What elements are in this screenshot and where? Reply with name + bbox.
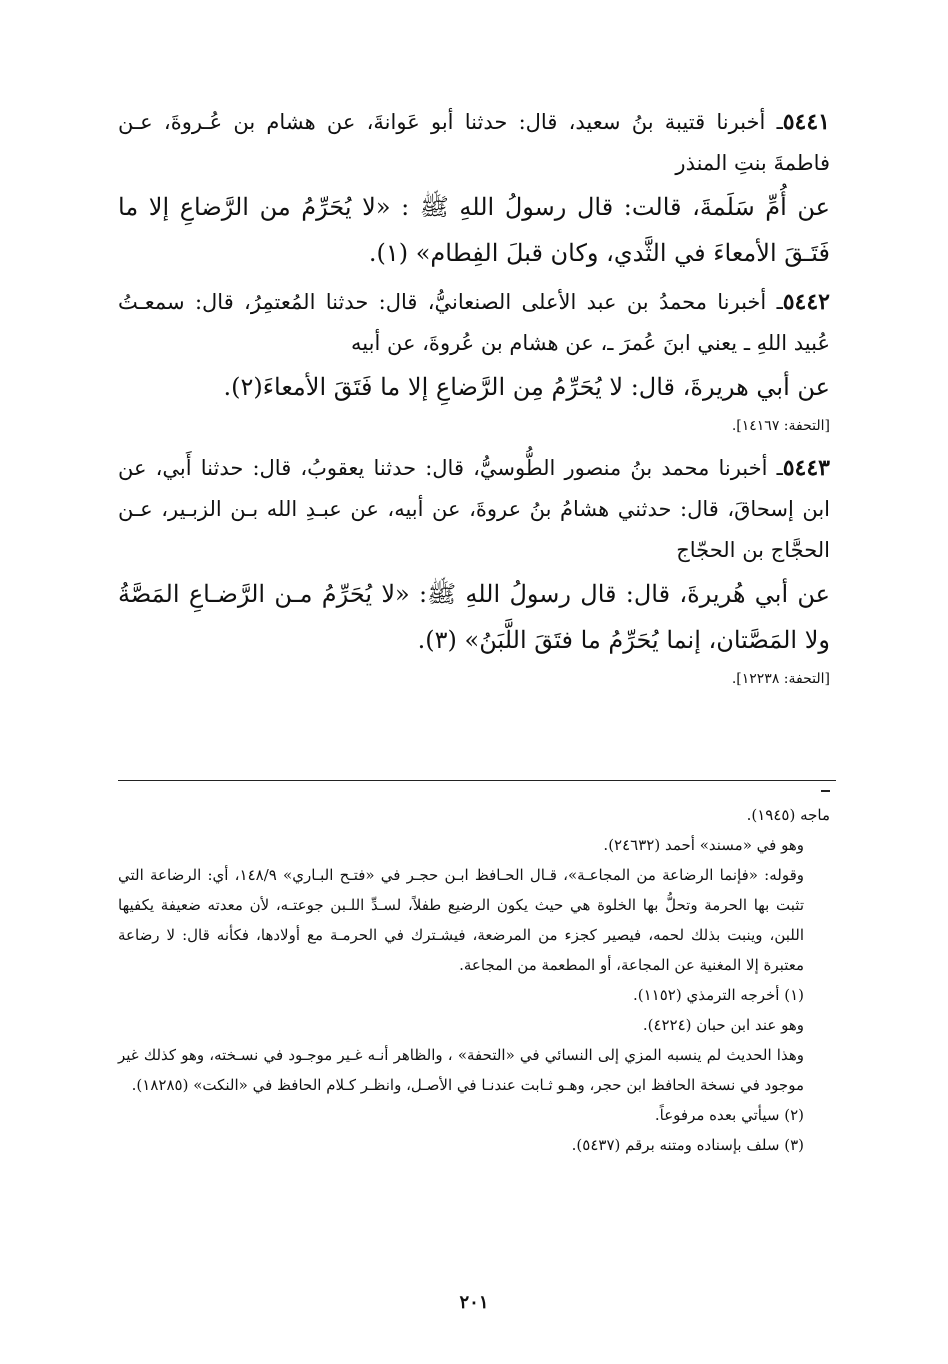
hadith-number: ٥٤٤٢ [782,289,830,315]
footnote-explanation: وقوله: «فإنما الرضاعة من المجاعـة»، قـال الحـافظ ابـن حجـر في «فتـح البـاري» ١٤٨/٩، أي: الرضاعة التي تثبت بها الحرمة وتحلُّ بها الخلوة هي حيث يكون الرضيع طفلاً، لسـدِّ اللـبن جوعتـه، لأن معدته ضعيفة يكفيها اللبن، وينبت بذلك لحمه، فيصير كجزء من المرضعة، فيشـترك في الحرمـة مع أولادها، فكأنه قال: لا رضاعة معتبرة إلا المغنية عن المجاعة، أو المطعمة من المجاعة. [118,866,805,974]
hadith-isnad [118,282,830,364]
hadith-isnad [118,448,830,571]
isnad-text: ـ أخبرنا محمد بنُ منصور الطُّوسيُّ، قال: حدثنا يعقوبُ، قال: حدثنا أَبي، عن ابن إسحاقَ، قال: حدثني هشامُ بنُ عروةَ، عن أبيه، عن عبـدِ الله بـن الزبـير، عـن الحجَّاج بن الحجّاج [118,456,830,562]
footnote-text: أخرجه الترمذي (١١٥٢). [632,986,780,1004]
footnote-line: وهو عند ابن حبان (٤٢٢٤). [642,1016,804,1034]
tuhfa-reference: [التحفة: ١٢٢٣٨]. [731,671,830,687]
footnote-1 [118,980,830,1010]
footnote-label: (٣) [784,1136,804,1154]
footnote-2 [118,1100,830,1130]
hadith-isnad [118,102,830,184]
footnote-label: (١) [784,986,804,1004]
footnote-line: وهذا الحديث لم ينسبه المزي إلى النسائي في «التحفة» ، والظاهر أنـه غـير موجـود في نسـخته، وهو كذلك غير موجود في نسخة الحافظ ابن حجر، وهـو ثـابت عندنـا في الأصـل، وانظـر كـلام الحافظ في «النكت» (١٨٢٨٥). [118,1046,804,1094]
hadith-number: ٥٤٤٣ [782,455,830,481]
footnotes [118,800,830,1160]
isnad-text: ـ أخبرنا محمدُ بن عبد الأعلى الصنعانيُّ، قال: حدثنا المُعتمِرُ، قال: سمعـتُ عُبيد اللهِ ـ يعني ابنَ عُمرَ ـ، عن هشام بن عُروةَ، عن أبيه [118,290,830,355]
hadith-matn: عن أبي هريرةَ، قال: لا يُحَرِّمُ مِن الرَّضاعِ إلا ما فَتَقَ الأمعاءَ(٢). [223,373,830,401]
footnote-continuation-mark [821,790,830,792]
footnote-label: (٢) [784,1106,804,1124]
hadith-matn: عن أبي هُريرةَ، قال: قال رسولُ اللهِ ﷺ: «لا يُحَرِّمُ مـن الرَّضـاعِ المَصَّةُ ولا المَصَّتان، إنما يُحَرِّمُ ما فتَقَ اللَّبَنُ» (٣). [118,580,830,654]
hadith-matn: عن أُمِّ سَلَمةَ، قالت: قال رسولُ اللهِ ﷺ : «لا يُحَرِّمُ من الرَّضاعِ إلا ما فَتَـقَ الأمعاءَ في الثَّدي، وكان قبلَ الفِطام» (١). [118,193,830,267]
footnote-3 [118,1130,830,1160]
hadith-number: ٥٤٤١ [782,109,830,135]
tuhfa-reference: [التحفة: ١٤١٦٧]. [731,418,830,434]
footnote-carry-over: ماجه (١٩٤٥). [746,806,830,824]
footnote-line: وهو في «مسند» أحمد (٢٤٦٣٢). [603,836,804,854]
footnote-text: سيأتي بعده مرفوعاً. [654,1106,780,1124]
isnad-text: ـ أخبرنا قتيبة بنُ سعيد، قال: حدثنا أبو عَوانةَ، عن هشام بن عُـروةَ، عـن فاطمةَ بنتِ المنذر [118,110,830,175]
main-text [118,102,830,701]
footnote-text: سلف بإسناده ومتنه برقم (٥٤٣٧). [571,1136,780,1154]
page-number: ٢٠١ [459,1292,489,1313]
footnote-separator [118,780,836,781]
